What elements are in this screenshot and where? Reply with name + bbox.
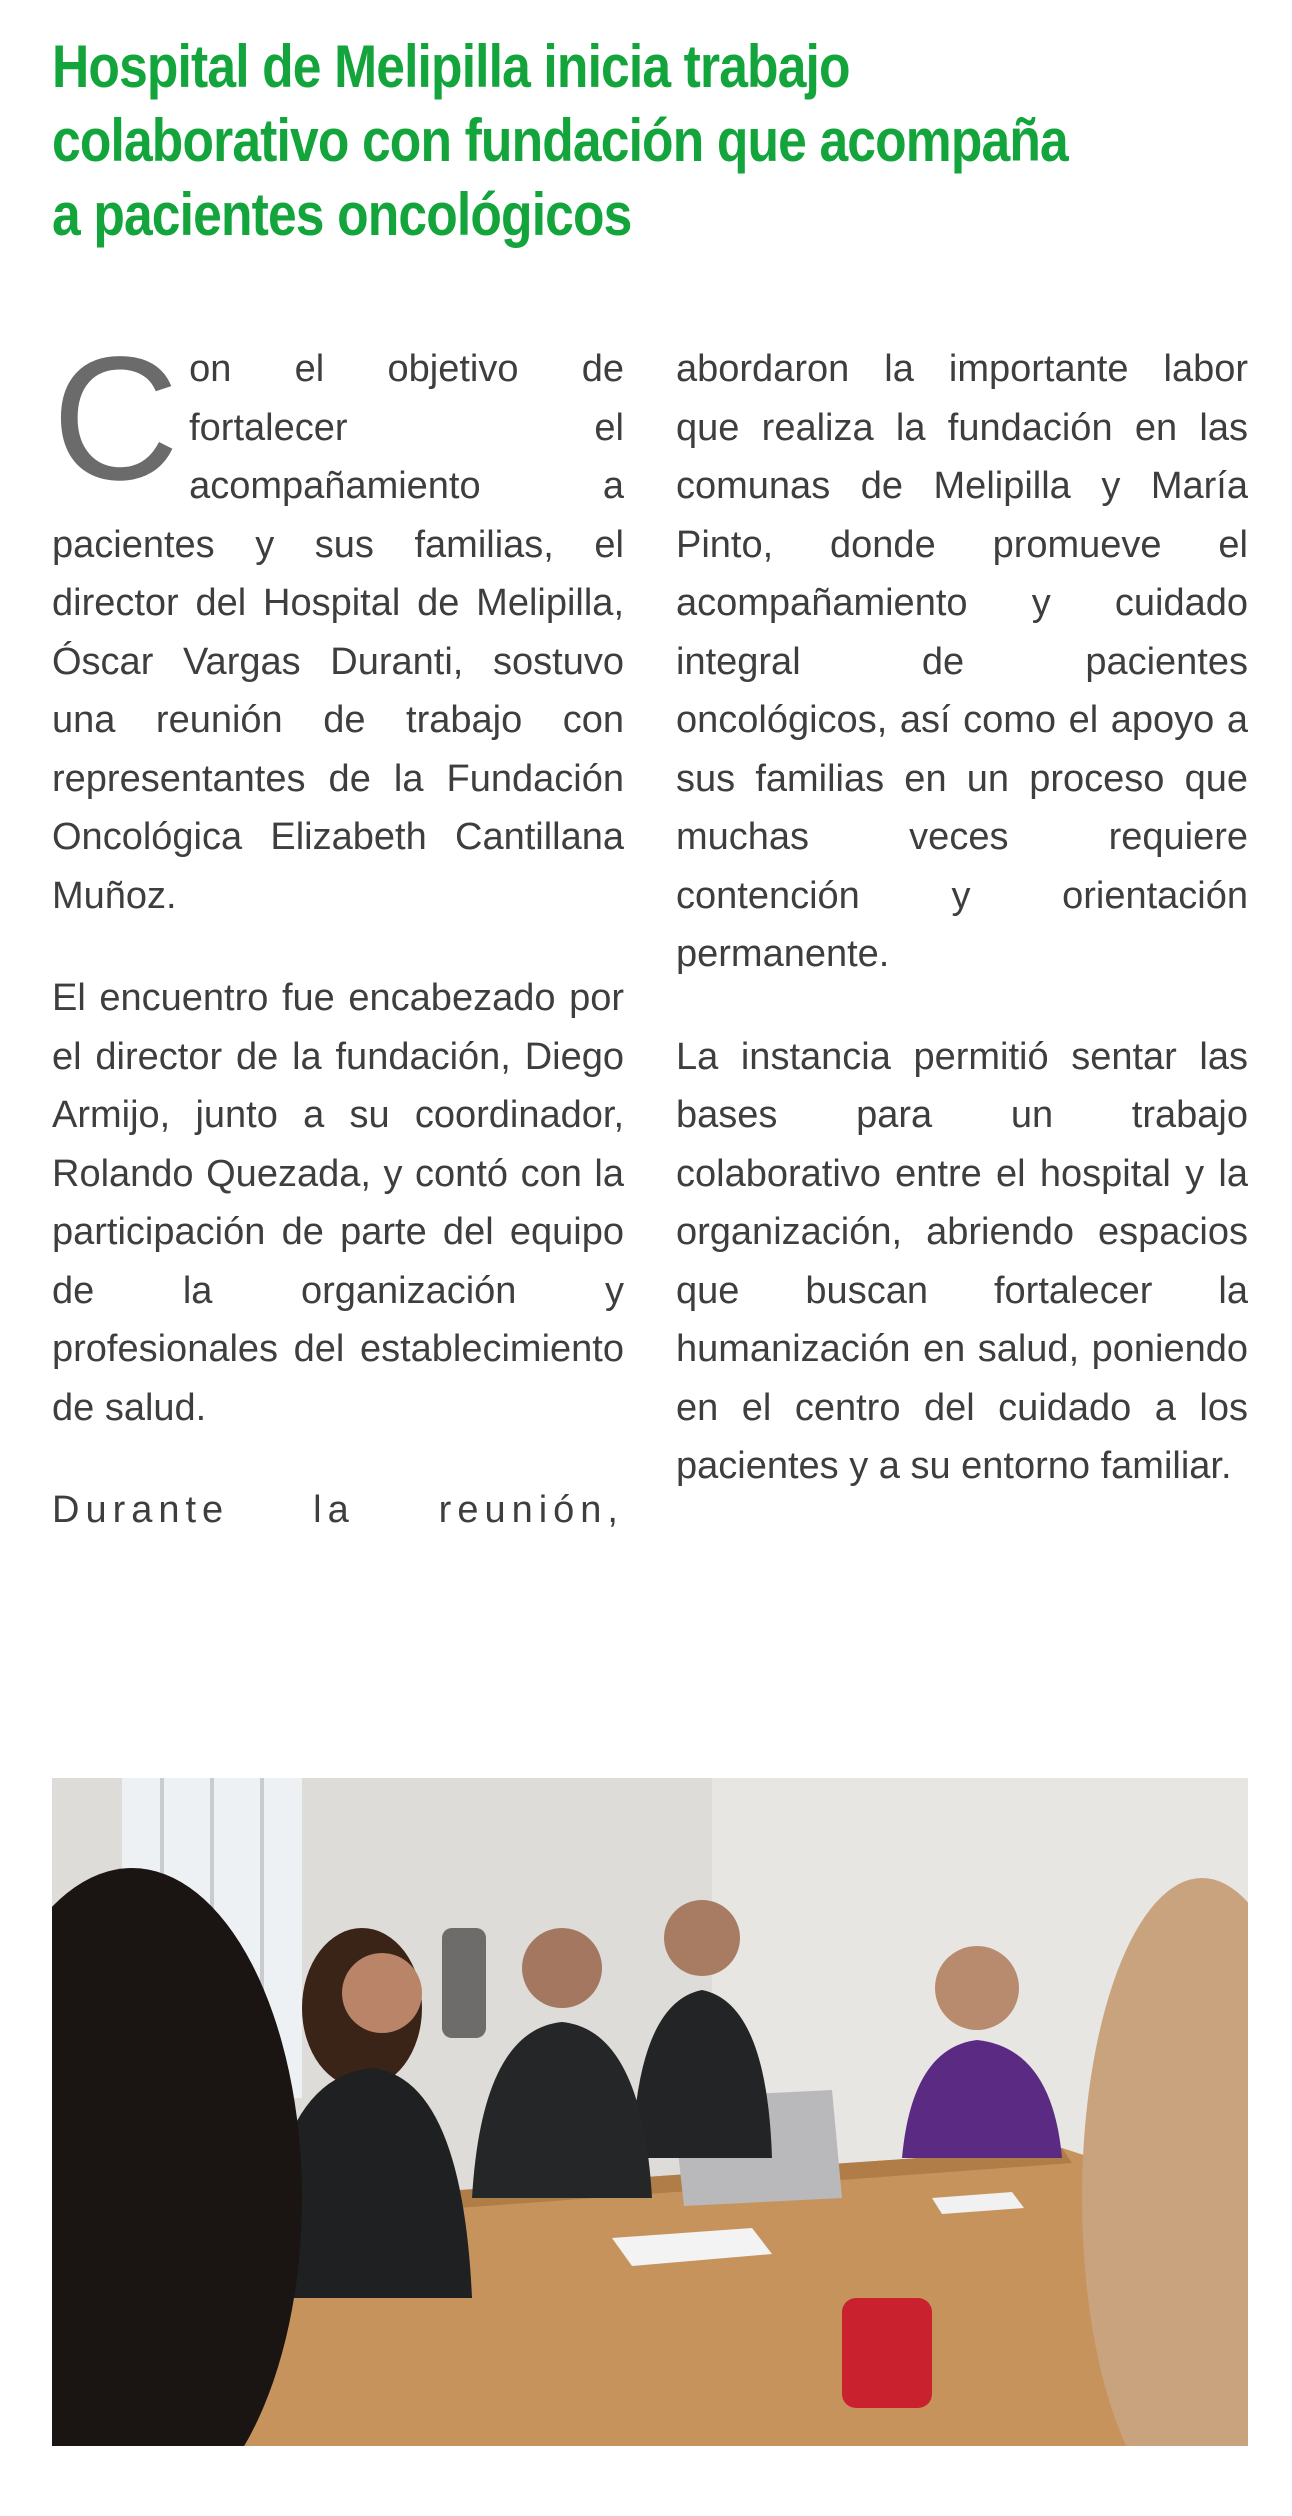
- text-column-left: [52, 321, 624, 1584]
- paragraph-2: El encuentro fue encabezado por el director de la fundación, Diego Armijo, junto a su coordinador, Rolando Quezada, y contó con la participación de parte del equipo de la organización y profesionales del establecimiento de salud.: [52, 977, 624, 1429]
- paragraph-3-continued: abordaron la importante labor que realiza la fundación en las comunas de Melipilla y María Pinto, donde promueve el acompañamiento y cuidado integral de pacientes oncológicos, así como el apoyo a sus familias en un proceso que muchas veces requiere contención y orientación permanente.: [676, 348, 1248, 975]
- text-column-right: [676, 340, 1248, 1540]
- meeting-photo: [52, 1778, 1248, 2446]
- paragraph-1-text: on el objetivo de fortalecer el acompañamiento a pacientes y sus familias, el director del Hospital de Melipilla, Óscar Vargas Duranti, sostuvo una reunión de trabajo con representantes de la Fundación Oncológica Elizabeth Cantillana Muñoz.: [52, 348, 624, 917]
- paragraph-3-start: Durante la reunión,: [52, 1489, 624, 1531]
- article-title: Hospital de Melipilla inicia trabajo colaborativo con fundación que acompaña a pacientes oncológicos: [52, 33, 1068, 248]
- drop-cap: C: [52, 321, 180, 517]
- paragraph-1: [52, 321, 624, 925]
- paragraph-4: La instancia permitió sentar las bases para un trabajo colaborativo entre el hospital y la organización, abriendo espacios que buscan fortalecer la humanización en salud, poniendo en el centro del cuidado a los pacientes y a su entorno familiar.: [676, 1035, 1248, 1487]
